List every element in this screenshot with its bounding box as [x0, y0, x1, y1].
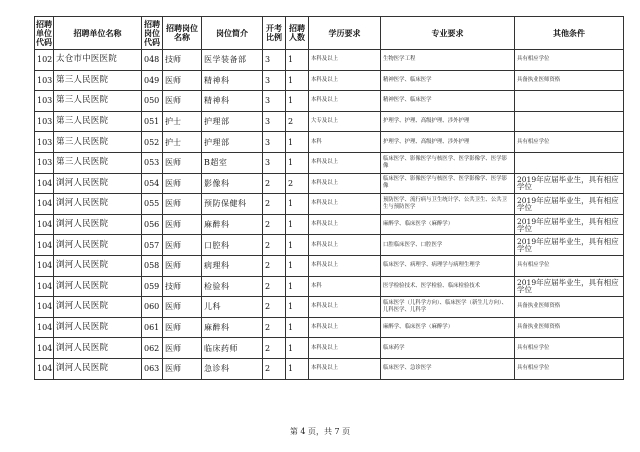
header-post-intro: 岗位简介 — [202, 17, 263, 50]
cell-unit-code: 103 — [35, 152, 54, 173]
cell-unit-name: 第三人民医院 — [54, 70, 142, 91]
cell-exam-ratio: 2 — [263, 358, 286, 379]
cell-exam-ratio: 3 — [263, 91, 286, 112]
cell-post-name: 医师 — [163, 358, 202, 379]
cell-exam-ratio: 3 — [263, 132, 286, 153]
cell-post-name: 医师 — [163, 173, 202, 194]
cell-other: 具备执业医师资格 — [515, 297, 624, 318]
cell-count: 1 — [286, 132, 309, 153]
cell-post-code: 048 — [142, 50, 163, 71]
cell-post-intro: 儿科 — [202, 297, 263, 318]
cell-unit-name: 浏河人民医院 — [54, 194, 142, 215]
cell-post-name: 护士 — [163, 111, 202, 132]
table-row — [35, 132, 624, 153]
cell-post-name: 医师 — [163, 214, 202, 235]
cell-post-intro: 医学装备部 — [202, 50, 263, 71]
cell-post-intro: 麻醉科 — [202, 214, 263, 235]
cell-other: 具备执业医师资格 — [515, 70, 624, 91]
header-unit-name: 招聘单位名称 — [54, 17, 142, 50]
recruitment-table — [34, 16, 624, 380]
cell-exam-ratio: 2 — [263, 276, 286, 297]
cell-education: 本科及以上 — [309, 317, 381, 338]
cell-unit-code: 103 — [35, 91, 54, 112]
cell-post-code: 060 — [142, 297, 163, 318]
cell-unit-name: 第三人民医院 — [54, 152, 142, 173]
cell-count: 1 — [286, 70, 309, 91]
table-row — [35, 91, 624, 112]
cell-post-intro: 精神科 — [202, 91, 263, 112]
cell-unit-code: 104 — [35, 255, 54, 276]
cell-exam-ratio: 2 — [263, 297, 286, 318]
cell-post-name: 医师 — [163, 255, 202, 276]
cell-post-name: 医师 — [163, 317, 202, 338]
table-row — [35, 70, 624, 91]
cell-unit-name: 浏河人民医院 — [54, 214, 142, 235]
cell-count: 2 — [286, 111, 309, 132]
cell-major: 护理学、护理、高级护理、涉外护理 — [381, 111, 515, 132]
table-body — [35, 50, 624, 380]
cell-post-code: 063 — [142, 358, 163, 379]
cell-major: 临床医学（儿科学方向）、临床医学（新生儿方向）、儿科医学、儿科学 — [381, 297, 515, 318]
cell-exam-ratio: 2 — [263, 317, 286, 338]
cell-other: 具有相应学位 — [515, 50, 624, 71]
cell-major: 精神医学、临床医学 — [381, 70, 515, 91]
cell-post-code: 059 — [142, 276, 163, 297]
cell-post-code: 061 — [142, 317, 163, 338]
cell-post-code: 058 — [142, 255, 163, 276]
cell-unit-code: 103 — [35, 111, 54, 132]
cell-count: 1 — [286, 255, 309, 276]
table-row — [35, 152, 624, 173]
cell-other: 2019年应届毕业生，具有相应学位 — [515, 214, 624, 235]
cell-unit-code: 104 — [35, 235, 54, 256]
cell-post-intro: 精神科 — [202, 70, 263, 91]
table-row — [35, 358, 624, 379]
cell-exam-ratio: 2 — [263, 338, 286, 359]
cell-unit-code: 104 — [35, 214, 54, 235]
cell-exam-ratio: 2 — [263, 255, 286, 276]
cell-unit-code: 104 — [35, 194, 54, 215]
cell-post-intro: 护理部 — [202, 111, 263, 132]
cell-post-name: 医师 — [163, 297, 202, 318]
cell-other — [515, 91, 624, 112]
cell-post-name: 护士 — [163, 132, 202, 153]
table-row — [35, 338, 624, 359]
cell-major: 口腔临床医学、口腔医学 — [381, 235, 515, 256]
table-row — [35, 50, 624, 71]
cell-exam-ratio: 2 — [263, 194, 286, 215]
cell-post-intro: 麻醉科 — [202, 317, 263, 338]
cell-other: 2019年应届毕业生，具有相应学位 — [515, 173, 624, 194]
cell-count: 2 — [286, 173, 309, 194]
cell-post-intro: 急诊科 — [202, 358, 263, 379]
cell-unit-name: 浏河人民医院 — [54, 255, 142, 276]
cell-count: 1 — [286, 214, 309, 235]
cell-post-intro: 护理部 — [202, 132, 263, 153]
cell-post-intro: 病理科 — [202, 255, 263, 276]
cell-post-intro: 临床药师 — [202, 338, 263, 359]
table-row — [35, 297, 624, 318]
cell-unit-name: 浏河人民医院 — [54, 297, 142, 318]
cell-unit-name: 浏河人民医院 — [54, 276, 142, 297]
cell-education: 本科 — [309, 132, 381, 153]
cell-education: 本科及以上 — [309, 173, 381, 194]
cell-post-name: 医师 — [163, 194, 202, 215]
cell-post-code: 055 — [142, 194, 163, 215]
cell-count: 1 — [286, 91, 309, 112]
cell-post-code: 062 — [142, 338, 163, 359]
cell-other: 具有相应学位 — [515, 132, 624, 153]
cell-unit-code: 104 — [35, 297, 54, 318]
cell-post-intro: 口腔科 — [202, 235, 263, 256]
cell-education: 大专及以上 — [309, 111, 381, 132]
cell-major: 医学检验技术、医学检验、临床检验技术 — [381, 276, 515, 297]
cell-exam-ratio: 3 — [263, 111, 286, 132]
cell-major: 精神医学、临床医学 — [381, 91, 515, 112]
cell-education: 本科及以上 — [309, 338, 381, 359]
cell-post-intro: B超室 — [202, 152, 263, 173]
recruitment-table-sheet — [34, 16, 623, 380]
cell-count: 1 — [286, 50, 309, 71]
header-row — [35, 17, 624, 50]
cell-other: 2019年应届毕业生，具有相应学位 — [515, 194, 624, 215]
cell-unit-code: 104 — [35, 358, 54, 379]
cell-major: 临床医学、影像医学与核医学、医学影像学、医学影像 — [381, 152, 515, 173]
cell-education: 本科及以上 — [309, 214, 381, 235]
cell-unit-name: 浏河人民医院 — [54, 317, 142, 338]
cell-post-code: 049 — [142, 70, 163, 91]
cell-count: 1 — [286, 235, 309, 256]
cell-other: 具有相应学位 — [515, 338, 624, 359]
cell-post-name: 技师 — [163, 50, 202, 71]
cell-exam-ratio: 3 — [263, 152, 286, 173]
cell-post-code: 054 — [142, 173, 163, 194]
header-post-code: 招聘岗位代码 — [142, 17, 163, 50]
cell-other — [515, 111, 624, 132]
cell-education: 本科及以上 — [309, 194, 381, 215]
cell-post-intro: 检验科 — [202, 276, 263, 297]
cell-count: 1 — [286, 317, 309, 338]
cell-count: 1 — [286, 297, 309, 318]
cell-major: 临床医学、急诊医学 — [381, 358, 515, 379]
table-row — [35, 276, 624, 297]
table-row — [35, 194, 624, 215]
cell-unit-name: 浏河人民医院 — [54, 338, 142, 359]
cell-major: 预防医学、流行病与卫生统计学、公共卫生、公共卫生与预防医学 — [381, 194, 515, 215]
cell-major: 护理学、护理、高级护理、涉外护理 — [381, 132, 515, 153]
cell-major: 临床医学、影像医学与核医学、医学影像学、医学影像 — [381, 173, 515, 194]
cell-education: 本科及以上 — [309, 297, 381, 318]
cell-count: 1 — [286, 358, 309, 379]
cell-major: 临床医学、病理学、病理学与病理生理学 — [381, 255, 515, 276]
cell-post-intro: 影像科 — [202, 173, 263, 194]
header-other: 其他条件 — [515, 17, 624, 50]
cell-post-code: 057 — [142, 235, 163, 256]
cell-exam-ratio: 3 — [263, 50, 286, 71]
cell-unit-code: 104 — [35, 338, 54, 359]
cell-education: 本科及以上 — [309, 152, 381, 173]
cell-unit-name: 第三人民医院 — [54, 111, 142, 132]
cell-unit-name: 太仓市中医医院 — [54, 50, 142, 71]
cell-count: 1 — [286, 194, 309, 215]
cell-unit-name: 浏河人民医院 — [54, 358, 142, 379]
cell-unit-code: 104 — [35, 276, 54, 297]
cell-post-code: 050 — [142, 91, 163, 112]
cell-post-code: 051 — [142, 111, 163, 132]
cell-major: 生物医学工程 — [381, 50, 515, 71]
cell-post-name: 医师 — [163, 338, 202, 359]
table-row — [35, 111, 624, 132]
cell-education: 本科及以上 — [309, 255, 381, 276]
cell-education: 本科 — [309, 276, 381, 297]
cell-education: 本科及以上 — [309, 235, 381, 256]
cell-exam-ratio: 2 — [263, 173, 286, 194]
cell-major: 麻醉学、临床医学（麻醉学） — [381, 317, 515, 338]
cell-count: 1 — [286, 276, 309, 297]
cell-post-intro: 预防保健科 — [202, 194, 263, 215]
cell-post-name: 医师 — [163, 70, 202, 91]
cell-education: 本科及以上 — [309, 50, 381, 71]
cell-other: 2019年应届毕业生，具有相应学位 — [515, 276, 624, 297]
cell-post-code: 052 — [142, 132, 163, 153]
cell-unit-name: 浏河人民医院 — [54, 173, 142, 194]
page-footer: 第 4 页，共 7 页 — [289, 427, 351, 436]
cell-other: 具备执业医师资格 — [515, 317, 624, 338]
cell-other: 具有相应学位 — [515, 358, 624, 379]
cell-education: 本科及以上 — [309, 91, 381, 112]
cell-exam-ratio: 3 — [263, 70, 286, 91]
cell-count: 1 — [286, 152, 309, 173]
cell-education: 本科及以上 — [309, 70, 381, 91]
cell-unit-name: 第三人民医院 — [54, 91, 142, 112]
cell-other: 具有相应学位 — [515, 255, 624, 276]
cell-major: 麻醉学、临床医学（麻醉学） — [381, 214, 515, 235]
cell-count: 1 — [286, 338, 309, 359]
header-education: 学历要求 — [309, 17, 381, 50]
cell-unit-code: 103 — [35, 70, 54, 91]
cell-post-code: 053 — [142, 152, 163, 173]
header-unit-code: 招聘单位代码 — [35, 17, 54, 50]
header-exam-ratio: 开考比例 — [263, 17, 286, 50]
cell-post-name: 技师 — [163, 276, 202, 297]
cell-unit-code: 104 — [35, 173, 54, 194]
table-row — [35, 173, 624, 194]
cell-post-name: 医师 — [163, 152, 202, 173]
header-major: 专业要求 — [381, 17, 515, 50]
cell-post-name: 医师 — [163, 235, 202, 256]
table-row — [35, 317, 624, 338]
cell-post-name: 医师 — [163, 91, 202, 112]
cell-other: 2019年应届毕业生，具有相应学位 — [515, 235, 624, 256]
table-row — [35, 235, 624, 256]
cell-unit-code: 103 — [35, 132, 54, 153]
header-post-name: 招聘岗位名称 — [163, 17, 202, 50]
cell-education: 本科及以上 — [309, 358, 381, 379]
table-row — [35, 214, 624, 235]
table-row — [35, 255, 624, 276]
cell-exam-ratio: 2 — [263, 235, 286, 256]
cell-other — [515, 152, 624, 173]
cell-post-code: 056 — [142, 214, 163, 235]
cell-unit-code: 104 — [35, 317, 54, 338]
cell-exam-ratio: 2 — [263, 214, 286, 235]
cell-unit-code: 102 — [35, 50, 54, 71]
cell-unit-name: 第三人民医院 — [54, 132, 142, 153]
header-count: 招聘人数 — [286, 17, 309, 50]
cell-major: 临床药学 — [381, 338, 515, 359]
cell-unit-name: 浏河人民医院 — [54, 235, 142, 256]
